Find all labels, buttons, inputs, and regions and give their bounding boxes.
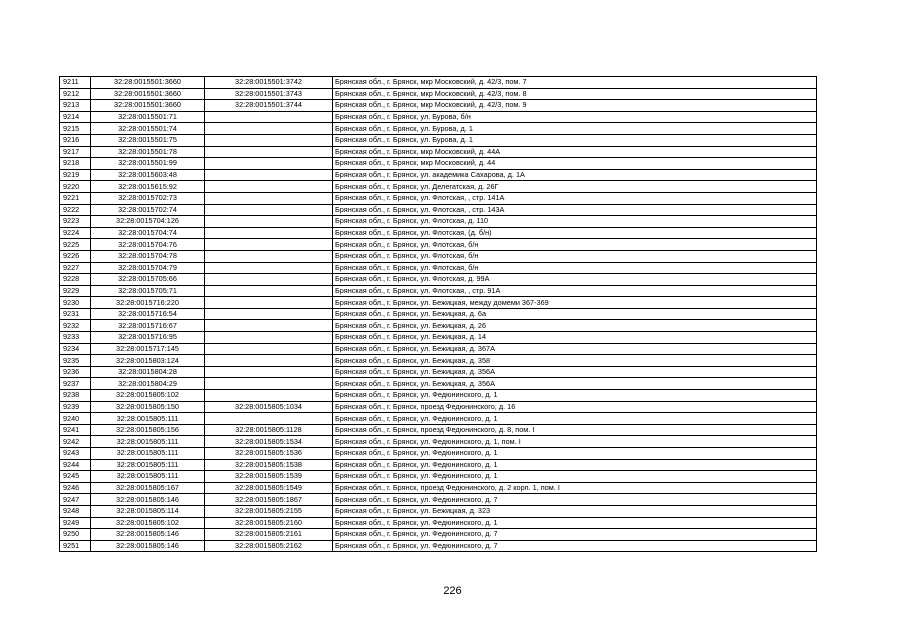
related-cadastral-number-cell xyxy=(205,239,333,251)
page-number: 226 xyxy=(443,585,462,597)
row-number-cell: 9251 xyxy=(60,540,91,552)
table-row xyxy=(60,134,817,146)
related-cadastral-number-cell: 32:28:0015805:1867 xyxy=(205,494,333,506)
related-cadastral-number-cell: 32:28:0015805:1534 xyxy=(205,436,333,448)
table-row xyxy=(60,146,817,158)
cadastral-number-cell: 32:28:0015501:3660 xyxy=(91,77,205,89)
cadastral-number-cell: 32:28:0015804:29 xyxy=(91,378,205,390)
cadastral-number-cell: 32:28:0015805:111 xyxy=(91,459,205,471)
row-number-cell: 9229 xyxy=(60,285,91,297)
cadastral-number-cell: 32:28:0015716:67 xyxy=(91,320,205,332)
cadastral-number-cell: 32:28:0015704:79 xyxy=(91,262,205,274)
row-number-cell: 9217 xyxy=(60,146,91,158)
table-row xyxy=(60,413,817,425)
row-number-cell: 9241 xyxy=(60,424,91,436)
address-cell: Брянская обл., г. Брянск, ул. Федюнинского, д. 1 xyxy=(333,413,817,425)
address-cell: Брянская обл., г. Брянск, ул. Бежицкая, д. 358 xyxy=(333,355,817,367)
cadastral-number-cell: 32:28:0015804:28 xyxy=(91,366,205,378)
address-cell: Брянская обл., г. Брянск, ул. Бежицкая, д. 356А xyxy=(333,366,817,378)
related-cadastral-number-cell xyxy=(205,123,333,135)
cadastral-number-cell: 32:28:0015805:146 xyxy=(91,540,205,552)
cadastral-number-cell: 32:28:0015805:150 xyxy=(91,401,205,413)
related-cadastral-number-cell: 32:28:0015805:1536 xyxy=(205,448,333,460)
row-number-cell: 9248 xyxy=(60,505,91,517)
related-cadastral-number-cell: 32:28:0015805:2160 xyxy=(205,517,333,529)
row-number-cell: 9230 xyxy=(60,297,91,309)
related-cadastral-number-cell xyxy=(205,343,333,355)
related-cadastral-number-cell: 32:28:0015805:1549 xyxy=(205,482,333,494)
property-registry-table xyxy=(59,76,817,552)
registry-table-body xyxy=(60,77,817,552)
table-row xyxy=(60,448,817,460)
row-number-cell: 9227 xyxy=(60,262,91,274)
related-cadastral-number-cell xyxy=(205,308,333,320)
table-row xyxy=(60,320,817,332)
table-row xyxy=(60,471,817,483)
related-cadastral-number-cell xyxy=(205,111,333,123)
address-cell: Брянская обл., г. Брянск, ул. Федюнинского, д. 1 xyxy=(333,448,817,460)
related-cadastral-number-cell xyxy=(205,146,333,158)
table-row xyxy=(60,355,817,367)
cadastral-number-cell: 32:28:0015716:54 xyxy=(91,308,205,320)
address-cell: Брянская обл., г. Брянск, ул. Флотская, , стр. 143А xyxy=(333,204,817,216)
address-cell: Брянская обл., г. Брянск, ул. Бежицкая, между домеми 367-369 xyxy=(333,297,817,309)
address-cell: Брянская обл., г. Брянск, ул. Флотская, б/н xyxy=(333,250,817,262)
table-row xyxy=(60,540,817,552)
cadastral-number-cell: 32:28:0015805:146 xyxy=(91,494,205,506)
row-number-cell: 9219 xyxy=(60,169,91,181)
related-cadastral-number-cell xyxy=(205,320,333,332)
address-cell: Брянская обл., г. Брянск, ул. Бурова, д. 1 xyxy=(333,123,817,135)
cadastral-number-cell: 32:28:0015805:167 xyxy=(91,482,205,494)
cadastral-number-cell: 32:28:0015704:74 xyxy=(91,227,205,239)
address-cell: Брянская обл., г. Брянск, ул. Флотская, д. 99А xyxy=(333,274,817,286)
cadastral-number-cell: 32:28:0015501:71 xyxy=(91,111,205,123)
table-row xyxy=(60,529,817,541)
related-cadastral-number-cell xyxy=(205,134,333,146)
table-row xyxy=(60,332,817,344)
row-number-cell: 9224 xyxy=(60,227,91,239)
row-number-cell: 9214 xyxy=(60,111,91,123)
address-cell: Брянская обл., г. Брянск, ул. Флотская, б/н xyxy=(333,262,817,274)
address-cell: Брянская обл., г. Брянск, ул. Бежицкая, д. 14 xyxy=(333,332,817,344)
address-cell: Брянская обл., г. Брянск, ул. Бежицкая, д. 6а xyxy=(333,308,817,320)
table-row xyxy=(60,308,817,320)
cadastral-number-cell: 32:28:0015702:74 xyxy=(91,204,205,216)
related-cadastral-number-cell xyxy=(205,413,333,425)
address-cell: Брянская обл., г. Брянск, ул. Федюнинского, д. 1 xyxy=(333,471,817,483)
table-row xyxy=(60,239,817,251)
related-cadastral-number-cell xyxy=(205,274,333,286)
address-cell: Брянская обл., г. Брянск, ул. Флотская, , стр. 141А xyxy=(333,192,817,204)
table-row xyxy=(60,343,817,355)
related-cadastral-number-cell xyxy=(205,181,333,193)
address-cell: Брянская обл., г. Брянск, ул. Бежицкая, д. 356А xyxy=(333,378,817,390)
row-number-cell: 9245 xyxy=(60,471,91,483)
cadastral-number-cell: 32:28:0015805:114 xyxy=(91,505,205,517)
row-number-cell: 9231 xyxy=(60,308,91,320)
row-number-cell: 9218 xyxy=(60,158,91,170)
related-cadastral-number-cell xyxy=(205,262,333,274)
table-row xyxy=(60,227,817,239)
related-cadastral-number-cell xyxy=(205,158,333,170)
cadastral-number-cell: 32:28:0015704:78 xyxy=(91,250,205,262)
cadastral-number-cell: 32:28:0015803:124 xyxy=(91,355,205,367)
row-number-cell: 9226 xyxy=(60,250,91,262)
cadastral-number-cell: 32:28:0015805:156 xyxy=(91,424,205,436)
cadastral-number-cell: 32:28:0015717:145 xyxy=(91,343,205,355)
address-cell: Брянская обл., г. Брянск, проезд Федюнинского, д. 8, пом. I xyxy=(333,424,817,436)
cadastral-number-cell: 32:28:0015615:92 xyxy=(91,181,205,193)
row-number-cell: 9237 xyxy=(60,378,91,390)
row-number-cell: 9232 xyxy=(60,320,91,332)
row-number-cell: 9228 xyxy=(60,274,91,286)
related-cadastral-number-cell xyxy=(205,366,333,378)
table-row xyxy=(60,169,817,181)
table-row xyxy=(60,274,817,286)
address-cell: Брянская обл., г. Брянск, ул. Флотская, д. 110 xyxy=(333,216,817,228)
table-row xyxy=(60,390,817,402)
address-cell: Брянская обл., г. Брянск, мкр Московский, д. 44 xyxy=(333,158,817,170)
cadastral-number-cell: 32:28:0015705:66 xyxy=(91,274,205,286)
address-cell: Брянская обл., г. Брянск, ул. Флотская, б/н xyxy=(333,239,817,251)
table-row xyxy=(60,158,817,170)
row-number-cell: 9212 xyxy=(60,88,91,100)
related-cadastral-number-cell xyxy=(205,227,333,239)
address-cell: Брянская обл., г. Брянск, ул. Бежицкая, д. 26 xyxy=(333,320,817,332)
address-cell: Брянская обл., г. Брянск, проезд Федюнинского, д. 2 корп. 1, пом. I xyxy=(333,482,817,494)
table-row xyxy=(60,378,817,390)
row-number-cell: 9239 xyxy=(60,401,91,413)
cadastral-number-cell: 32:28:0015501:3660 xyxy=(91,100,205,112)
row-number-cell: 9240 xyxy=(60,413,91,425)
address-cell: Брянская обл., г. Брянск, мкр Московский, д. 44А xyxy=(333,146,817,158)
related-cadastral-number-cell: 32:28:0015805:2155 xyxy=(205,505,333,517)
table-row xyxy=(60,250,817,262)
address-cell: Брянская обл., г. Брянск, ул. Федюнинского, д. 1, пом. I xyxy=(333,436,817,448)
cadastral-number-cell: 32:28:0015501:78 xyxy=(91,146,205,158)
row-number-cell: 9216 xyxy=(60,134,91,146)
row-number-cell: 9215 xyxy=(60,123,91,135)
address-cell: Брянская обл., г. Брянск, ул. Бежицкая, д. 367А xyxy=(333,343,817,355)
row-number-cell: 9225 xyxy=(60,239,91,251)
table-row xyxy=(60,77,817,89)
row-number-cell: 9234 xyxy=(60,343,91,355)
cadastral-number-cell: 32:28:0015805:111 xyxy=(91,436,205,448)
row-number-cell: 9213 xyxy=(60,100,91,112)
related-cadastral-number-cell: 32:28:0015805:1538 xyxy=(205,459,333,471)
row-number-cell: 9223 xyxy=(60,216,91,228)
address-cell: Брянская обл., г. Брянск, ул. Федюнинского, д. 7 xyxy=(333,540,817,552)
related-cadastral-number-cell: 32:28:0015805:1034 xyxy=(205,401,333,413)
related-cadastral-number-cell xyxy=(205,216,333,228)
table-row xyxy=(60,297,817,309)
address-cell: Брянская обл., г. Брянск, ул. Федюнинского, д. 7 xyxy=(333,529,817,541)
cadastral-number-cell: 32:28:0015501:99 xyxy=(91,158,205,170)
row-number-cell: 9250 xyxy=(60,529,91,541)
cadastral-number-cell: 32:28:0015704:76 xyxy=(91,239,205,251)
address-cell: Брянская обл., г. Брянск, ул. Федюнинского, д. 1 xyxy=(333,459,817,471)
table-row xyxy=(60,517,817,529)
address-cell: Брянская обл., г. Брянск, ул. Бежицкая, д. 323 xyxy=(333,505,817,517)
row-number-cell: 9238 xyxy=(60,390,91,402)
related-cadastral-number-cell: 32:28:0015805:2161 xyxy=(205,529,333,541)
cadastral-number-cell: 32:28:0015501:74 xyxy=(91,123,205,135)
related-cadastral-number-cell: 32:28:0015501:3743 xyxy=(205,88,333,100)
related-cadastral-number-cell xyxy=(205,355,333,367)
row-number-cell: 9221 xyxy=(60,192,91,204)
table-row xyxy=(60,100,817,112)
cadastral-number-cell: 32:28:0015805:102 xyxy=(91,390,205,402)
cadastral-number-cell: 32:28:0015501:75 xyxy=(91,134,205,146)
row-number-cell: 9211 xyxy=(60,77,91,89)
table-row xyxy=(60,285,817,297)
related-cadastral-number-cell: 32:28:0015805:2162 xyxy=(205,540,333,552)
related-cadastral-number-cell xyxy=(205,378,333,390)
row-number-cell: 9242 xyxy=(60,436,91,448)
related-cadastral-number-cell: 32:28:0015805:1128 xyxy=(205,424,333,436)
cadastral-number-cell: 32:28:0015501:3660 xyxy=(91,88,205,100)
table-row xyxy=(60,204,817,216)
cadastral-number-cell: 32:28:0015704:126 xyxy=(91,216,205,228)
table-row xyxy=(60,123,817,135)
cadastral-number-cell: 32:28:0015705:71 xyxy=(91,285,205,297)
related-cadastral-number-cell xyxy=(205,250,333,262)
address-cell: Брянская обл., г. Брянск, ул. Бурова, б/н xyxy=(333,111,817,123)
address-cell: Брянская обл., г. Брянск, ул. Бурова, д. 1 xyxy=(333,134,817,146)
address-cell: Брянская обл., г. Брянск, ул. академика Сахарова, д. 1А xyxy=(333,169,817,181)
table-row xyxy=(60,111,817,123)
related-cadastral-number-cell: 32:28:0015805:1539 xyxy=(205,471,333,483)
table-row xyxy=(60,88,817,100)
cadastral-number-cell: 32:28:0015716:220 xyxy=(91,297,205,309)
table-row xyxy=(60,216,817,228)
related-cadastral-number-cell xyxy=(205,390,333,402)
related-cadastral-number-cell xyxy=(205,192,333,204)
address-cell: Брянская обл., г. Брянск, ул. Федюнинского, д. 7 xyxy=(333,494,817,506)
related-cadastral-number-cell xyxy=(205,332,333,344)
table-row xyxy=(60,424,817,436)
address-cell: Брянская обл., г. Брянск, мкр Московский, д. 42/3, пом. 9 xyxy=(333,100,817,112)
address-cell: Брянская обл., г. Брянск, ул. Делегатская, д. 26Г xyxy=(333,181,817,193)
related-cadastral-number-cell: 32:28:0015501:3742 xyxy=(205,77,333,89)
cadastral-number-cell: 32:28:0015603:48 xyxy=(91,169,205,181)
table-row xyxy=(60,505,817,517)
address-cell: Брянская обл., г. Брянск, ул. Федюнинского, д. 1 xyxy=(333,390,817,402)
related-cadastral-number-cell xyxy=(205,297,333,309)
table-row xyxy=(60,436,817,448)
related-cadastral-number-cell: 32:28:0015501:3744 xyxy=(205,100,333,112)
cadastral-number-cell: 32:28:0015805:111 xyxy=(91,413,205,425)
cadastral-number-cell: 32:28:0015805:111 xyxy=(91,471,205,483)
table-row xyxy=(60,262,817,274)
cadastral-number-cell: 32:28:0015805:111 xyxy=(91,448,205,460)
related-cadastral-number-cell xyxy=(205,285,333,297)
address-cell: Брянская обл., г. Брянск, проезд Федюнинского, д. 16 xyxy=(333,401,817,413)
cadastral-number-cell: 32:28:0015805:102 xyxy=(91,517,205,529)
table-row xyxy=(60,494,817,506)
row-number-cell: 9236 xyxy=(60,366,91,378)
row-number-cell: 9249 xyxy=(60,517,91,529)
table-row xyxy=(60,192,817,204)
address-cell: Брянская обл., г. Брянск, ул. Флотская, , стр. 91А xyxy=(333,285,817,297)
cadastral-number-cell: 32:28:0015805:146 xyxy=(91,529,205,541)
address-cell: Брянская обл., г. Брянск, ул. Федюнинского, д. 1 xyxy=(333,517,817,529)
table-row xyxy=(60,459,817,471)
address-cell: Брянская обл., г. Брянск, ул. Флотская, (д. б/н) xyxy=(333,227,817,239)
table-row xyxy=(60,181,817,193)
row-number-cell: 9247 xyxy=(60,494,91,506)
row-number-cell: 9220 xyxy=(60,181,91,193)
row-number-cell: 9243 xyxy=(60,448,91,460)
row-number-cell: 9233 xyxy=(60,332,91,344)
row-number-cell: 9246 xyxy=(60,482,91,494)
row-number-cell: 9244 xyxy=(60,459,91,471)
row-number-cell: 9222 xyxy=(60,204,91,216)
related-cadastral-number-cell xyxy=(205,169,333,181)
table-row xyxy=(60,366,817,378)
cadastral-number-cell: 32:28:0015716:95 xyxy=(91,332,205,344)
address-cell: Брянская обл., г. Брянск, мкр Московский, д. 42/3, пом. 7 xyxy=(333,77,817,89)
row-number-cell: 9235 xyxy=(60,355,91,367)
table-row xyxy=(60,482,817,494)
cadastral-number-cell: 32:28:0015702:73 xyxy=(91,192,205,204)
address-cell: Брянская обл., г. Брянск, мкр Московский, д. 42/3, пом. 8 xyxy=(333,88,817,100)
related-cadastral-number-cell xyxy=(205,204,333,216)
table-row xyxy=(60,401,817,413)
